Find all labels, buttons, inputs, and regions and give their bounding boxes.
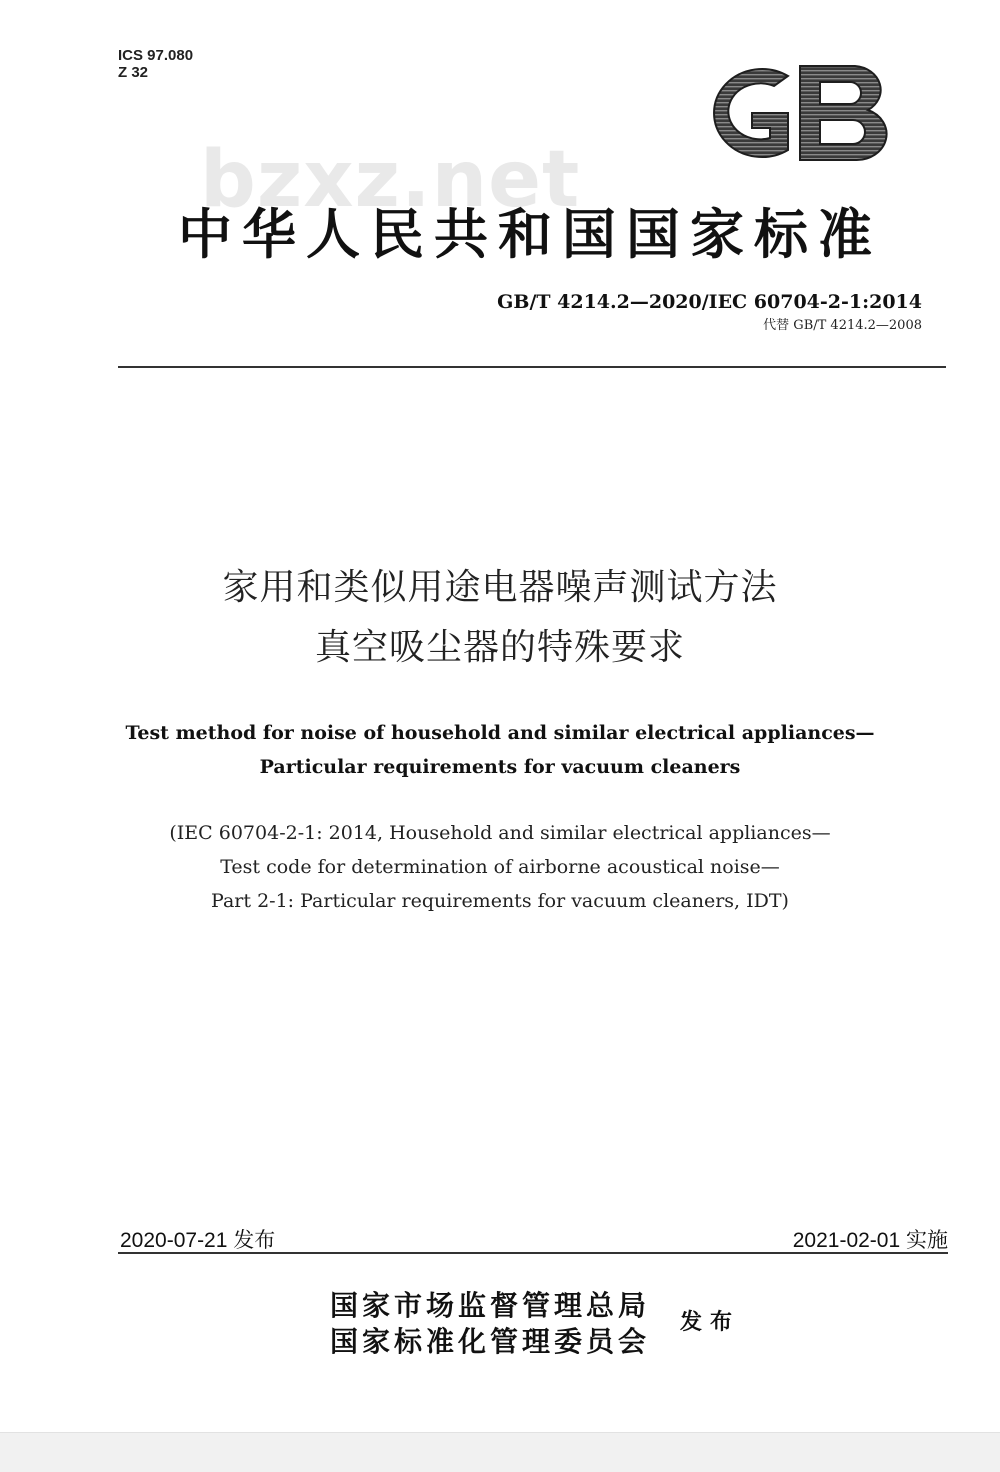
national-standard-title: 中华人民共和国国家标准	[178, 203, 882, 266]
english-title	[0, 716, 1000, 784]
bottom-divider	[118, 1252, 948, 1254]
english-title-line-1: Test method for noise of household and similar electrical appliances—	[125, 722, 875, 744]
issuing-organizations	[330, 1288, 650, 1360]
viewer-bottom-strip	[0, 1432, 1000, 1472]
gb-logo-text: GB	[690, 58, 692, 59]
iec-reference-line-2: Test code for determination of airborne acoustical noise—	[220, 856, 780, 878]
english-title-line-2: Particular requirements for vacuum cleaners	[259, 756, 741, 778]
iec-reference-line-3: Part 2-1: Particular requirements for vacuum cleaners, IDT)	[211, 890, 789, 912]
chinese-title	[0, 558, 1000, 678]
standard-number: GB/T 4214.2—2020/IEC 60704-2-1:2014	[497, 291, 922, 313]
issuer-samr: 国家市场监督管理总局	[330, 1289, 651, 1322]
chinese-title-line-1: 家用和类似用途电器噪声测试方法	[222, 567, 778, 608]
publish-label: 发布	[680, 1309, 741, 1335]
watermark: bzxz.net	[200, 135, 581, 225]
classification-codes	[118, 47, 193, 81]
iec-reference	[0, 816, 1000, 918]
ics-code: ICS 97.080	[118, 47, 194, 64]
ccs-code: Z 32	[118, 64, 149, 81]
top-divider	[118, 366, 946, 368]
implementation-date: 2021-02-01 实施	[792, 1229, 948, 1252]
iec-reference-line-1: (IEC 60704-2-1: 2014, Household and similar electrical appliances—	[169, 822, 831, 844]
issuer-sac: 国家标准化管理委员会	[330, 1325, 651, 1358]
gb-logo	[690, 58, 895, 168]
replaces-standard: 代替 GB/T 4214.2—2008	[763, 318, 922, 333]
chinese-title-line-2: 真空吸尘器的特殊要求	[314, 627, 685, 668]
issue-date: 2020-07-21 发布	[120, 1229, 276, 1252]
